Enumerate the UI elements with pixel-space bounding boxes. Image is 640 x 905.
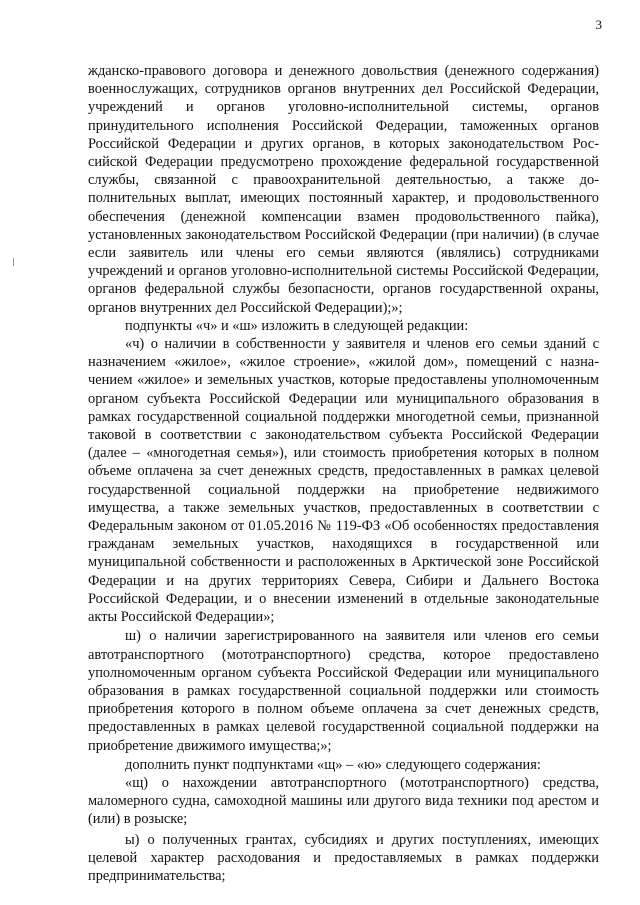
paragraph-item-ch: «ч) о наличии в собственности у заявителя и членов его семьи зданий с назначением «жилое», «жилое строение», «жилой дом», помещений с назначением «жилое» и земельных участков, которые предоставлены уполномоченным органом субъекта Российской Федерации или муниципального образования в рамках государственной социальной поддержки многодетной семьи, признанной таковой в соответствии с законодательством субъекта Российской Федерации (далее – «многодетная семья»), или стоимость приобретения которых в полном объеме оплачена за счет денежных средств, предоставленных в рамках целевой государственной социальной поддержки на приобретение недвижимого имущества, а также земельных участков, предоставленных в соответствии с Федеральным законом от 01.05.2016 № 119-ФЗ «Об особенностях предоставления гражданам земельных участков, находящихся в государственной или муниципальной собственности и расположенных в Арктической зоне Российской Федерации и на других территориях Севера, Сибири и Дальнего Востока Российской Федерации, и о внесении изменений в отдельные законодательные акты Российской Федерации»; — [88, 336, 599, 626]
paragraph-continuation: жданско-правового договора и денежного довольствия (денежного содержания) военнослужащих, сотрудников органов внутренних дел Российской Федерации, учреждений и органов уголовно-исполнительной системы, органов принудительного исполнения Российской Федерации, таможенных органов Российской Федерации и других органов, в которых законодательством Российской Федерации предусмотрено прохождение федеральной государственной службы, связанной с правоохранительной деятельностью, а также дополнительных выплат, имеющих постоянный характер, и продовольственного обеспечения (денежной компенсации взамен продовольственного пайка), установленных законодательством Российской Федерации (при наличии) (в случае если заявитель или члены его семьи являются (являлись) сотрудниками учреждений и органов уголовно-исполнительной системы Российской Федерации, органов федеральной службы безопасности, органов государственной охраны, органов внутренних дел Российской Федерации);»; — [88, 63, 599, 316]
page-number: 3 — [595, 17, 602, 32]
paragraph-item-sh: ш) о наличии зарегистрированного на заявителя или членов его семьи автотранспортного (мототранспортного) средства, которое предоставлено уполномоченным органом субъекта Российской Федерации или муниципального образования в рамках государственной социальной поддержки или стоимость приобретения которого в полном объеме оплачена за счет денежных средств, предоставленных в рамках целевой государственной социальной поддержки на приобретение движимого имущества;»; — [88, 628, 599, 754]
paragraph-item-shch: «щ) о нахождении автотранспортного (мототранспортного) средства, маломерного судна, самоходной машины или другого вида техники под арестом и (или) в розыске; — [88, 774, 599, 828]
paragraph-subitems-ch-sh: подпункты «ч» и «ш» изложить в следующей редакции: — [125, 317, 469, 334]
paragraph-item-y: ы) о полученных грантах, субсидиях и других поступлениях, имеющих целевой характер расходования и предоставляемых в рамках поддержки предпринимательства; — [88, 831, 599, 884]
paragraph-supplement: дополнить пункт подпунктами «щ» – «ю» следующего содержания: — [125, 756, 541, 773]
document-body — [88, 62, 599, 885]
margin-mark — [13, 258, 14, 266]
